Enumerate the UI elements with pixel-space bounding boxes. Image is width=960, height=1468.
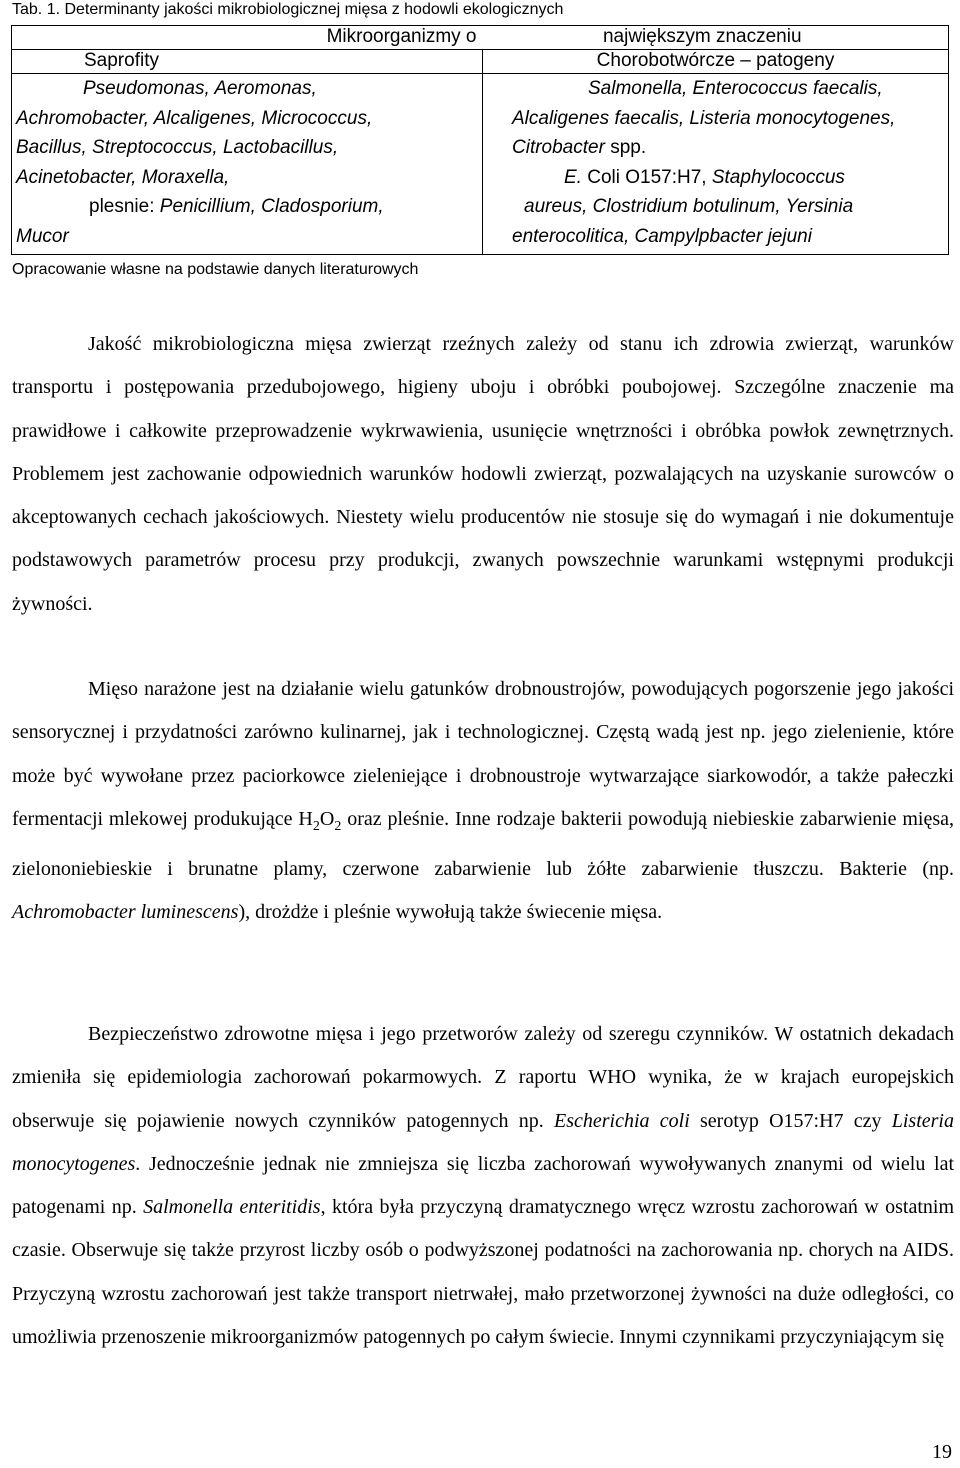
saprophyte-line: Acinetobacter, Moraxella, — [16, 166, 230, 188]
paragraph-2-text: Mięso narażone jest na działanie wielu gatunków drobnoustrojów, powodujących pogorszenie jego jakości sensorycznej i przydatności zarówno kulinarnej, jak i technologicznej. Częstą wadą jest np. jego zielenienie, które może być wywołane przez paciorkowce zieleniejące i drobnoustroje wytwarzające siarkowodór, a także pałeczki fermentacji mlekowej produkujące H — [12, 678, 954, 830]
pathogen-ecoli-e: E. — [564, 166, 588, 188]
pathogen-serotype: Coli O157:H7, — [587, 166, 712, 188]
saprophytes-header: Saprofity — [12, 50, 483, 74]
saprophyte-line: Mucor — [16, 225, 69, 247]
subscript: 2 — [334, 818, 342, 834]
italic-species: Listeria monocytogenes — [12, 1109, 954, 1175]
pathogen-line: enterocolitica, Campylpbacter jejuni — [512, 225, 812, 247]
saprophyte-line: Bacillus, Streptococcus, Lactobacillus, — [16, 137, 339, 159]
header-right-cell: największym znaczeniu — [483, 26, 949, 50]
paragraph-2-text: oraz pleśnie. Inne rodzaje bakterii powodują niebieskie zabarwienie mięsa, zielononiebieskie i brunatne plamy, czerwone zabarwienie lub żółte zabarwienie tłuszczu. Bakterie (np. — [12, 807, 954, 881]
molds-genera: Penicillium, Cladosporium, — [159, 196, 384, 218]
page-number: 19 — [932, 1441, 952, 1463]
header-left-cell: Mikroorganizmy o — [12, 26, 483, 50]
pathogen-line: Alcaligenes faecalis, Listeria monocytogenes, — [512, 107, 896, 129]
paragraph-2-text: ), drożdże i pleśnie wywołują także świecenie mięsa. — [238, 901, 663, 924]
paragraph-1: Jakość mikrobiologiczna mięsa zwierząt rzeźnych zależy od stanu ich zdrowia zwierząt, warunków transportu i postępowania przedubojowego, higieny uboju i obróbki poubojowej. Szczególne znaczenie ma prawidłowe i całkowite przeprowadzenie wykrwawienia, usunięcie wnętrzności i obróbka powłok zewnętrznych. Problemem jest zachowanie odpowiednich warunków hodowli zwierząt, pozwalających na uzyskanie surowców o akceptowanych cechach jakościowych. Niestety wielu producentów nie stosuje się do wymagań i nie dokumentuje podstawowych parametrów procesu przy produkcji, zwanych powszechnie warunkami wstępnymi produkcji żywności. — [12, 333, 954, 615]
pathogen-line — [512, 163, 944, 193]
pathogens-header: Chorobotwórcze – patogeny — [483, 50, 949, 74]
pathogen-staph: Staphylococcus — [711, 166, 845, 188]
paragraph-2-text: O — [319, 807, 335, 830]
paragraph-3-text: Bezpieczeństwo zdrowotne mięsa i jego przetworów zależy od szeregu czynników. W ostatnich dekadach zmieniła się epidemiologia zachorowań pokarmowych. Z raportu WHO wynika, że w krajach europejskich obserwuje się pojawienie nowych czynników patogennych np. — [12, 1023, 954, 1132]
table-source: Opracowanie własne na podstawie danych literaturowych — [12, 261, 419, 278]
saprophytes-cell — [12, 74, 483, 255]
paragraph-3-text: serotyp O157:H7 czy — [689, 1109, 892, 1132]
saprophyte-line: Achromobacter, Alcaligenes, Micrococcus, — [16, 107, 373, 129]
paragraph-3 — [12, 1013, 954, 1359]
saprophyte-line: Pseudomonas, Aeromonas, — [83, 78, 317, 99]
molds-label: plesnie: — [89, 196, 160, 218]
paragraph-3-text: . Jednocześnie jednak nie zmniejsza się liczba zachorowań wywoływanych znanymi od wielu lat patogenami np. — [12, 1152, 954, 1219]
italic-species: Salmonella enteritidis — [143, 1196, 321, 1219]
pathogen-line: Salmonella, Enterococcus faecalis, — [588, 78, 883, 99]
table-header-row — [12, 26, 949, 50]
italic-species: Achromobacter luminescens — [12, 901, 239, 924]
pathogen-line: aureus, Clostridium botulinum, Yersinia — [524, 196, 854, 218]
pathogen-spp: spp. — [610, 137, 647, 159]
table-caption: Tab. 1. Determinanty jakości mikrobiologicznej mięsa z hodowli ekologicznych — [12, 1, 564, 18]
italic-species: Escherichia coli — [554, 1109, 690, 1132]
pathogen-genus: Citrobacter — [512, 137, 611, 159]
pathogen-line — [512, 133, 944, 163]
table-body-row — [12, 74, 949, 255]
microorganisms-table — [11, 25, 949, 255]
pathogens-cell — [483, 74, 949, 255]
subscript: 2 — [312, 818, 320, 834]
paragraph-2 — [12, 668, 954, 935]
saprophyte-line — [16, 192, 478, 222]
paragraph-3-text: , która była przyczyną dramatycznego wręcz wzrostu zachorowań w ostatnim czasie. Obserwuje się także przyrost liczby osób o podwyższonej podatności na zachorowania np. chorych na AIDS. Przyczyną wzrostu zachorowań jest także transport nietrwałej, mało przetworzonej żywności na duże odległości, co umożliwia przenoszenie mikroorganizmów patogennych po całym świecie. Innymi czynnikami przyczyniającym się — [12, 1196, 954, 1349]
table-subheader-row — [12, 50, 949, 74]
